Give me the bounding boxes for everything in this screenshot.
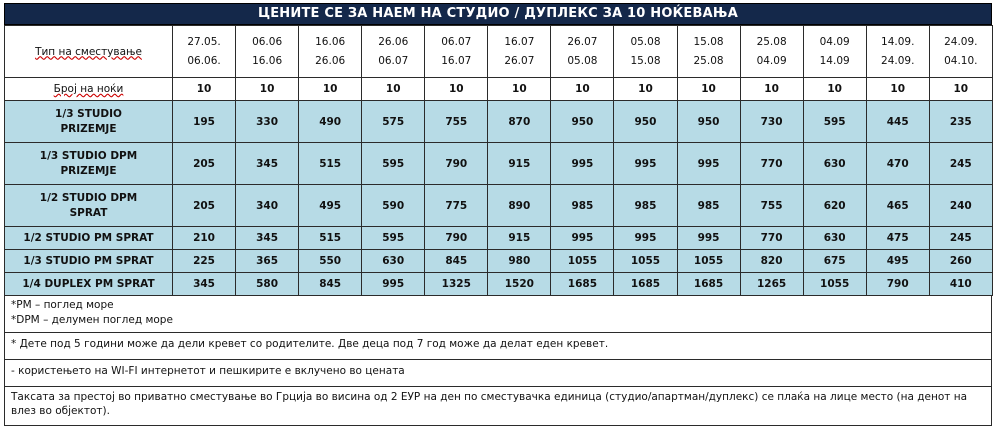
period-to: 26.07 — [504, 55, 535, 67]
price-cell: 950 — [551, 101, 614, 143]
price-cell: 345 — [236, 143, 299, 185]
nights-cell: 10 — [866, 78, 929, 101]
period-cell — [488, 26, 551, 78]
periods-row — [5, 26, 993, 78]
price-cell: 345 — [236, 227, 299, 250]
pm-note: *PM – поглед море — [11, 299, 114, 311]
price-cell: 985 — [551, 185, 614, 227]
price-cell: 630 — [803, 143, 866, 185]
period-from: 16.07 — [504, 36, 535, 48]
price-cell: 575 — [362, 101, 425, 143]
price-cell: 995 — [677, 227, 740, 250]
period-cell — [614, 26, 677, 78]
price-cell: 240 — [929, 185, 992, 227]
room-type-cell — [5, 101, 173, 143]
period-to: 06.07 — [378, 55, 409, 67]
price-cell: 790 — [425, 227, 488, 250]
price-cell: 1685 — [677, 273, 740, 296]
nights-header — [5, 78, 173, 101]
price-cell: 845 — [299, 273, 362, 296]
nights-cell: 10 — [173, 78, 236, 101]
price-cell: 730 — [740, 101, 803, 143]
period-to: 05.08 — [567, 55, 598, 67]
price-cell: 495 — [866, 250, 929, 273]
room-type-cell — [5, 273, 173, 296]
nights-cell: 10 — [425, 78, 488, 101]
room-type-line1: 1/2 STUDIO DPM — [39, 192, 138, 204]
period-from: 05.08 — [630, 36, 661, 48]
price-cell: 245 — [929, 143, 992, 185]
nights-cell: 10 — [362, 78, 425, 101]
price-table-body — [5, 26, 993, 296]
period-to: 26.06 — [315, 55, 346, 67]
nights-cell: 10 — [551, 78, 614, 101]
period-cell — [173, 26, 236, 78]
price-cell: 1325 — [425, 273, 488, 296]
price-cell: 595 — [362, 143, 425, 185]
price-cell: 995 — [614, 143, 677, 185]
period-cell — [866, 26, 929, 78]
nights-cell: 10 — [614, 78, 677, 101]
period-cell — [236, 26, 299, 78]
period-cell — [362, 26, 425, 78]
table-row — [5, 143, 993, 185]
wifi-note: - користењето на WI-FI интернетот и пешкирите е вклучено во цената — [5, 360, 991, 387]
price-cell: 410 — [929, 273, 992, 296]
price-cell: 195 — [173, 101, 236, 143]
period-from: 15.08 — [693, 36, 724, 48]
period-to: 04.10. — [944, 55, 978, 67]
price-cell: 1685 — [614, 273, 677, 296]
price-cell: 550 — [299, 250, 362, 273]
price-cell: 995 — [551, 227, 614, 250]
page-title: ЦЕНИТЕ СЕ ЗА НАЕМ НА СТУДИО / ДУПЛЕКС ЗА 10 НОЌЕВАЊА — [4, 3, 992, 25]
price-cell: 590 — [362, 185, 425, 227]
price-cell: 340 — [236, 185, 299, 227]
price-cell: 595 — [362, 227, 425, 250]
type-header-label: Тип на сместување — [35, 45, 142, 58]
price-cell: 890 — [488, 185, 551, 227]
price-cell: 770 — [740, 227, 803, 250]
price-cell: 1265 — [740, 273, 803, 296]
room-type-line1: 1/2 STUDIO PM SPRAT — [23, 232, 154, 244]
price-cell: 755 — [425, 101, 488, 143]
nights-cell: 10 — [299, 78, 362, 101]
dpm-note: *DPM – делумен поглед море — [11, 314, 173, 326]
period-from: 25.08 — [756, 36, 787, 48]
price-cell: 345 — [173, 273, 236, 296]
price-cell: 595 — [803, 101, 866, 143]
period-cell — [677, 26, 740, 78]
price-cell: 845 — [425, 250, 488, 273]
period-from: 16.06 — [315, 36, 346, 48]
room-type-line1: 1/3 STUDIO — [55, 108, 122, 120]
period-to: 06.06. — [187, 55, 221, 67]
period-cell — [551, 26, 614, 78]
period-to: 16.07 — [441, 55, 472, 67]
period-from: 26.07 — [567, 36, 598, 48]
table-row — [5, 273, 993, 296]
period-to: 15.08 — [630, 55, 661, 67]
nights-cell: 10 — [929, 78, 992, 101]
room-type-line2: SPRAT — [69, 207, 108, 219]
period-from: 24.09. — [944, 36, 978, 48]
price-list — [4, 3, 992, 426]
room-type-line1: 1/4 DUPLEX PM SPRAT — [22, 278, 155, 290]
price-cell: 950 — [614, 101, 677, 143]
room-type-cell — [5, 185, 173, 227]
price-cell: 995 — [614, 227, 677, 250]
price-cell: 790 — [425, 143, 488, 185]
tax-note: Таксата за престој во приватно сместување во Грција во висина од 2 ЕУР на ден по сместувачка единица (студио/апартман/дуплекс) се плаќа на лице место (на денот на влез во објектот). — [11, 391, 968, 417]
period-cell — [299, 26, 362, 78]
price-cell: 210 — [173, 227, 236, 250]
price-cell: 1055 — [614, 250, 677, 273]
price-cell: 980 — [488, 250, 551, 273]
nights-row — [5, 78, 993, 101]
period-to: 24.09. — [881, 55, 915, 67]
price-cell: 365 — [236, 250, 299, 273]
price-cell: 985 — [614, 185, 677, 227]
table-row — [5, 227, 993, 250]
price-cell: 225 — [173, 250, 236, 273]
children-note: * Дете под 5 години може да дели кревет со родителите. Две деца под 7 год може да делат еден кревет. — [5, 333, 991, 360]
nights-cell: 10 — [488, 78, 551, 101]
price-cell: 870 — [488, 101, 551, 143]
legend-note — [5, 296, 991, 333]
price-cell: 915 — [488, 143, 551, 185]
price-cell: 205 — [173, 185, 236, 227]
price-cell: 490 — [299, 101, 362, 143]
price-cell: 775 — [425, 185, 488, 227]
table-row — [5, 185, 993, 227]
price-cell: 620 — [803, 185, 866, 227]
price-cell: 475 — [866, 227, 929, 250]
nights-cell: 10 — [740, 78, 803, 101]
price-cell: 245 — [929, 227, 992, 250]
price-cell: 675 — [803, 250, 866, 273]
nights-cell: 10 — [677, 78, 740, 101]
period-from: 04.09 — [819, 36, 850, 48]
period-to: 16.06 — [252, 55, 283, 67]
price-cell: 630 — [362, 250, 425, 273]
type-header — [5, 26, 173, 78]
price-cell: 1055 — [803, 273, 866, 296]
period-cell — [740, 26, 803, 78]
price-cell: 995 — [362, 273, 425, 296]
nights-cell: 10 — [236, 78, 299, 101]
period-cell — [425, 26, 488, 78]
price-cell: 995 — [677, 143, 740, 185]
period-to: 25.08 — [693, 55, 724, 67]
price-cell: 995 — [551, 143, 614, 185]
price-cell: 1055 — [551, 250, 614, 273]
price-cell: 1055 — [677, 250, 740, 273]
period-from: 26.06 — [378, 36, 409, 48]
price-cell: 1520 — [488, 273, 551, 296]
price-cell: 260 — [929, 250, 992, 273]
room-type-line2: PRIZEMJE — [60, 123, 117, 135]
period-to: 14.09 — [819, 55, 850, 67]
price-cell: 790 — [866, 273, 929, 296]
room-type-line2: PRIZEMJE — [60, 165, 117, 177]
price-cell: 1685 — [551, 273, 614, 296]
price-cell: 465 — [866, 185, 929, 227]
price-cell: 580 — [236, 273, 299, 296]
price-table — [4, 25, 993, 296]
period-cell — [803, 26, 866, 78]
price-cell: 515 — [299, 227, 362, 250]
table-row — [5, 101, 993, 143]
nights-cell: 10 — [803, 78, 866, 101]
price-cell: 820 — [740, 250, 803, 273]
price-cell: 630 — [803, 227, 866, 250]
price-cell: 915 — [488, 227, 551, 250]
table-row — [5, 250, 993, 273]
price-cell: 755 — [740, 185, 803, 227]
price-cell: 235 — [929, 101, 992, 143]
price-cell: 985 — [677, 185, 740, 227]
room-type-cell — [5, 227, 173, 250]
notes — [4, 296, 992, 426]
price-cell: 495 — [299, 185, 362, 227]
nights-header-label: Број на ноќи — [53, 83, 124, 95]
room-type-cell — [5, 250, 173, 273]
room-type-line1: 1/3 STUDIO PM SPRAT — [23, 255, 154, 267]
price-cell: 515 — [299, 143, 362, 185]
price-cell: 470 — [866, 143, 929, 185]
room-type-cell — [5, 143, 173, 185]
price-cell: 330 — [236, 101, 299, 143]
period-from: 06.06 — [252, 36, 283, 48]
period-to: 04.09 — [756, 55, 787, 67]
period-cell — [929, 26, 992, 78]
price-cell: 770 — [740, 143, 803, 185]
price-cell: 950 — [677, 101, 740, 143]
room-type-line1: 1/3 STUDIO DPM — [39, 150, 138, 162]
price-cell: 205 — [173, 143, 236, 185]
period-from: 27.05. — [187, 36, 221, 48]
period-from: 06.07 — [441, 36, 472, 48]
period-from: 14.09. — [881, 36, 915, 48]
price-cell: 445 — [866, 101, 929, 143]
